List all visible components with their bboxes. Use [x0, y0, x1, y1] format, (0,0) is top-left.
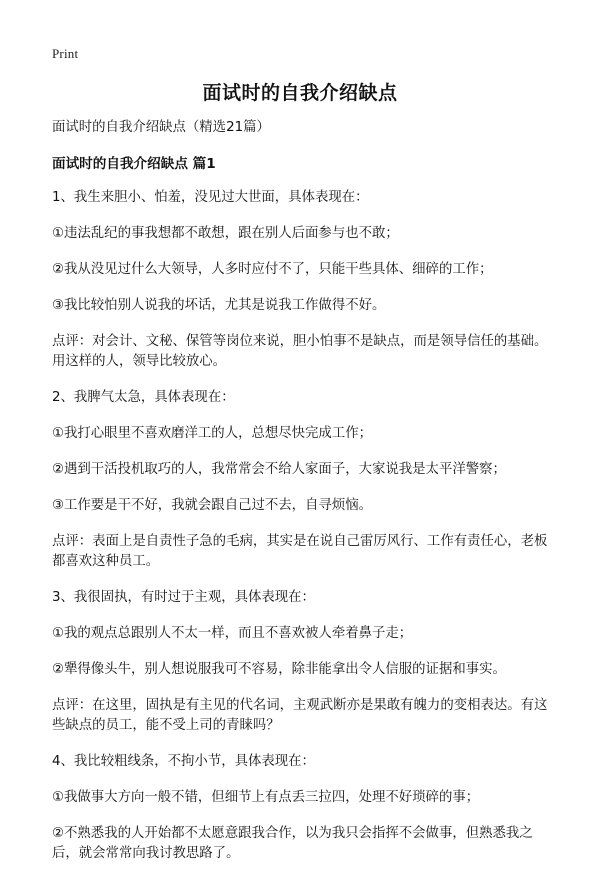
paragraph-comment-3: 点评：在这里，固执是有主见的代名词，主观武断亦是果敢有魄力的变相表达。有这些缺点的员工，能不受上司的青睐吗？	[52, 698, 548, 733]
paragraph-comment-2: 点评：表面上是自责性子急的毛病，其实是在说自己雷厉风行、工作有责任心，老板都喜欢这种员工。	[52, 534, 548, 569]
paragraph-point-2: 2、我脾气太急，具体表现在：	[52, 390, 235, 405]
section-heading: 面试时的自我介绍缺点 篇1	[52, 156, 216, 172]
page-title: 面试时的自我介绍缺点	[202, 82, 398, 104]
document-subtitle: 面试时的自我介绍缺点（精选21篇）	[52, 120, 270, 135]
paragraph-item-2-1: ①我打心眼里不喜欢磨洋工的人，总想尽快完成工作；	[52, 426, 372, 441]
paragraph-item-2-3: ③工作要是干不好，我就会跟自己过不去，自寻烦恼。	[52, 498, 372, 513]
paragraph-point-4: 4、我比较粗线条，不拘小节，具体表现在：	[52, 754, 315, 769]
paragraph-item-1-2: ②我从没见过什么大领导，人多时应付不了，只能干些具体、细碎的工作；	[52, 262, 493, 277]
paragraph-item-3-2: ②犟得像头牛，别人想说服我可不容易，除非能拿出令人信服的证据和事实。	[52, 662, 506, 677]
paragraph-item-3-1: ①我的观点总跟别人不太一样，而且不喜欢被人牵着鼻子走；	[52, 626, 413, 641]
paragraph-point-3: 3、我很固执，有时过于主观，具体表现在：	[52, 590, 315, 605]
paragraph-comment-1: 点评：对会计、文秘、保管等岗位来说，胆小怕事不是缺点，而是领导信任的基础。用这样的人，领导比较放心。	[52, 334, 548, 369]
paragraph-item-1-1: ①违法乱纪的事我想都不敢想，跟在别人后面参与也不敢；	[52, 226, 399, 241]
paragraph-item-1-3: ③我比较怕别人说我的坏话，尤其是说我工作做得不好。	[52, 298, 386, 313]
print-label[interactable]: Print	[52, 46, 79, 61]
document-body	[52, 118, 554, 880]
paragraph-item-2-2: ②遇到干活投机取巧的人，我常常会不给人家面子，大家说我是太平洋警察；	[52, 462, 506, 477]
paragraph-item-4-1: ①我做事大方向一般不错，但细节上有点丢三拉四，处理不好琐碎的事；	[52, 790, 480, 805]
paragraph-item-4-2: ②不熟悉我的人开始都不太愿意跟我合作，以为我只会指挥不会做事，但熟悉我之后，就会常常向我讨教思路了。	[52, 826, 533, 861]
paragraph-point-1: 1、我生来胆小、怕羞，没见过大世面，具体表现在：	[52, 190, 369, 205]
